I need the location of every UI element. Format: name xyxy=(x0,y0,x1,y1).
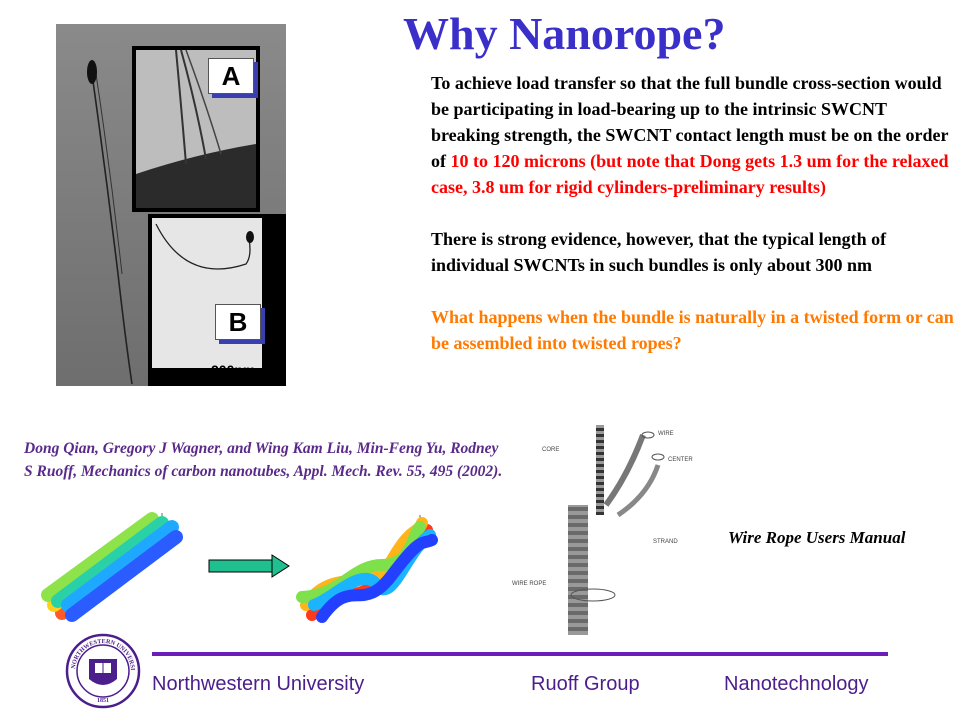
tem-micrograph xyxy=(56,24,286,386)
twisted-bundle-image xyxy=(292,505,447,635)
label-wire-rope: WIRE ROPE xyxy=(512,581,547,587)
label-strand: STRAND xyxy=(653,539,678,545)
footer-university: Northwestern University xyxy=(152,673,365,695)
paragraph-load-transfer xyxy=(431,70,956,200)
wire-rope-diagram xyxy=(508,415,723,640)
paragraph-evidence: There is strong evidence, however, that the typical length of individual SWCNTs in such bundles is only about 300 nm xyxy=(431,229,887,275)
label-wire: WIRE xyxy=(658,431,674,437)
transform-arrow xyxy=(208,554,290,578)
slide-title: Why Nanorope? xyxy=(403,8,726,59)
body-text xyxy=(431,70,956,356)
seal-year: 1851 xyxy=(97,698,109,704)
label-center: CENTER xyxy=(668,457,693,463)
contact-length-highlight: 10 to 120 microns (but note that Dong gets 1.3 um for the relaxed case, 3.8 um for rigid cylinders-preliminary results) xyxy=(431,151,949,197)
paragraph-load-transfer-text: To achieve load transfer so that the full bundle cross-section would be participating in load-bearing up to the intrinsic SWCNT breaking strength, the SWCNT contact length must be on the order of xyxy=(431,73,949,171)
footer-group: Ruoff Group xyxy=(531,673,640,695)
footer-field: Nanotechnology xyxy=(724,673,869,695)
scale-bar-label: 200nm xyxy=(211,362,256,378)
seal-text: NORTHWESTERN UNIVERSI xyxy=(70,637,137,671)
panel-b-label: B xyxy=(215,304,261,340)
paragraph-question: What happens when the bundle is naturally in a twisted form or can be assembled into twisted ropes? xyxy=(431,307,954,353)
wire-rope-caption: Wire Rope Users Manual xyxy=(728,528,906,547)
right-arrow-icon xyxy=(208,554,290,578)
twisted-bundle-graphic xyxy=(292,505,447,635)
university-seal-icon xyxy=(65,633,141,709)
straight-bundle-image xyxy=(38,505,188,630)
wire-rope-graphic xyxy=(508,415,723,640)
straight-bundle-graphic xyxy=(38,505,188,630)
panel-a-label: A xyxy=(208,58,254,94)
footer-divider xyxy=(152,652,888,656)
label-core: CORE xyxy=(542,447,560,453)
citation: Dong Qian, Gregory J Wagner, and Wing Kam Liu, Min-Feng Yu, Rodney S Ruoff, Mechanics of carbon nanotubes, Appl. Mech. Rev. 55, 495 (2002). xyxy=(24,440,503,480)
northwestern-seal-logo xyxy=(65,633,141,709)
